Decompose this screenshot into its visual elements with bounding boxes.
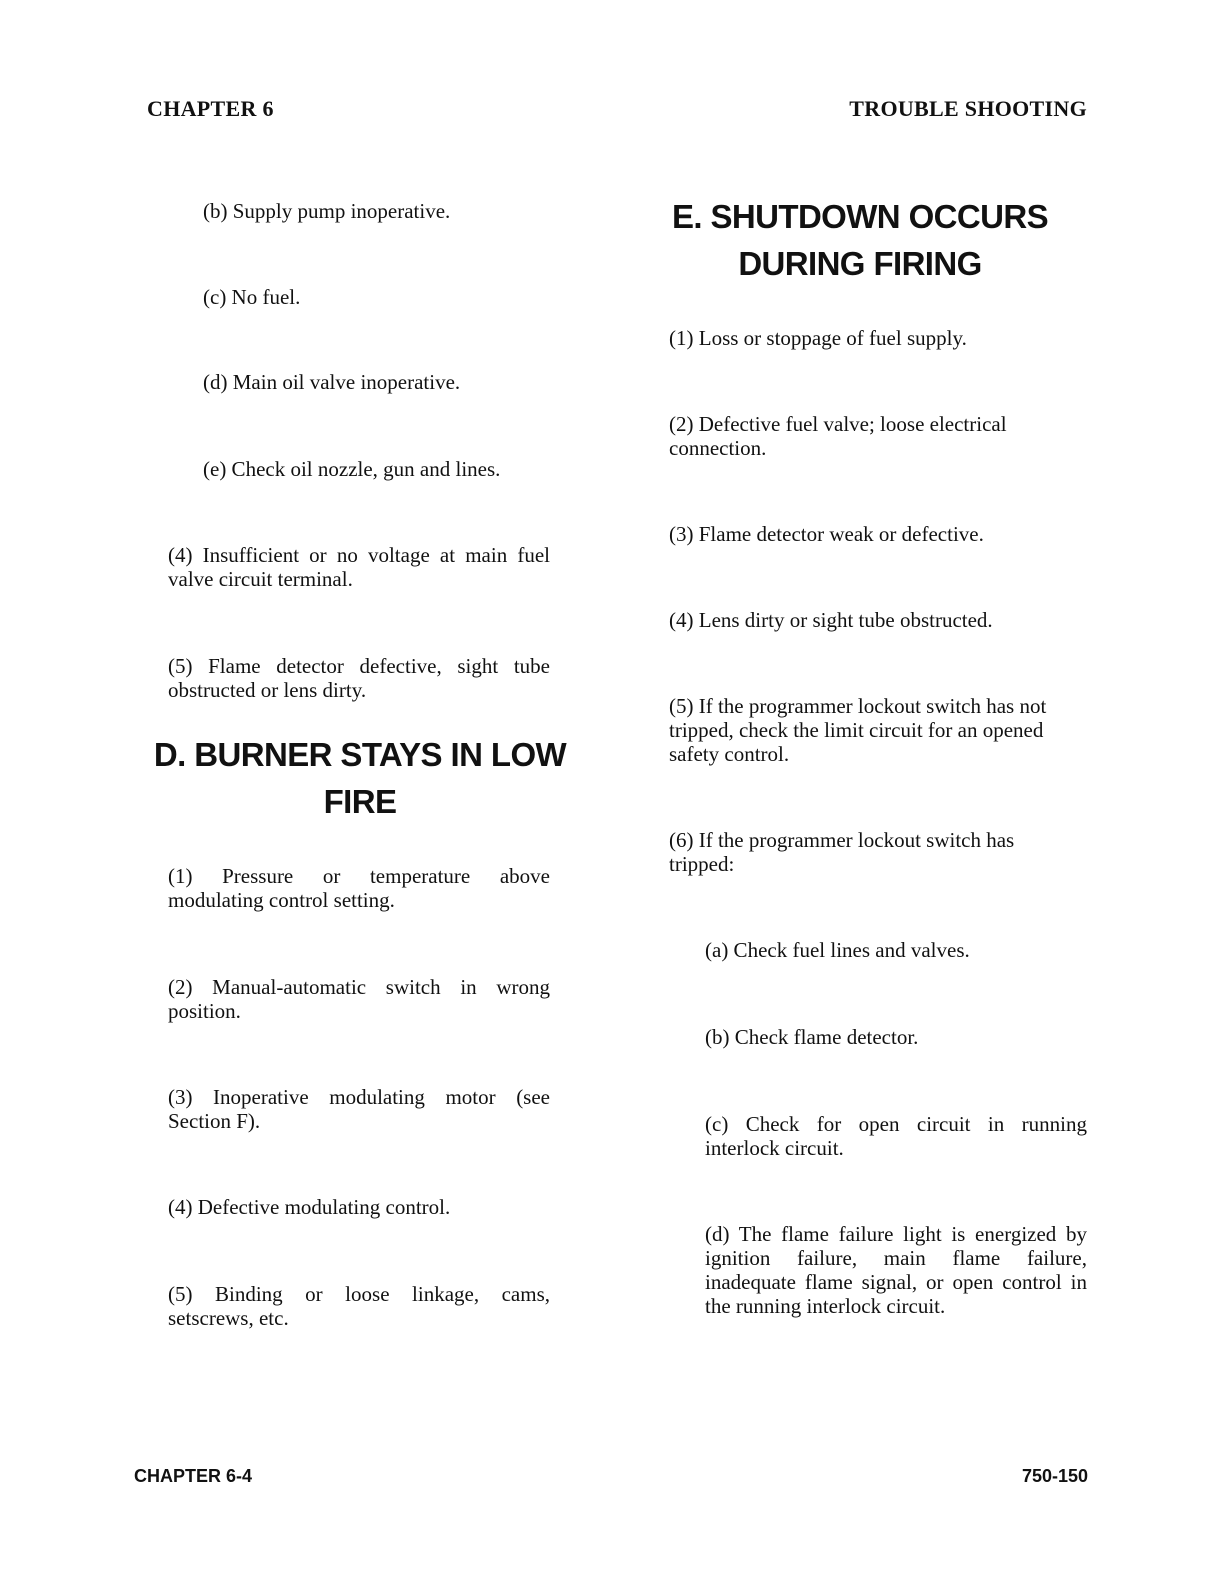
list-item: (c) Check for open circuit in running interlock circuit. [705, 1112, 1087, 1160]
list-item: (2) Manual-automatic switch in wrong position. [168, 975, 550, 1023]
list-item: (5) Flame detector defective, sight tube obstructed or lens dirty. [168, 654, 550, 702]
list-item: (d) Main oil valve inoperative. [203, 370, 461, 394]
list-item: (c) No fuel. [203, 285, 301, 309]
list-item: (3) Inoperative modulating motor (see Section F). [168, 1085, 550, 1133]
list-item: (4) Insufficient or no voltage at main fuel valve circuit terminal. [168, 543, 550, 591]
footer-doc-number: 750-150 [1021, 1466, 1088, 1486]
list-item: (e) Check oil nozzle, gun and lines. [203, 457, 501, 481]
list-item: (d) The flame failure light is energized by ignition failure, main flame failure, inadequate flame signal, or open control in the running interlock circuit. [705, 1222, 1087, 1318]
list-item: (b) Supply pump inoperative. [203, 199, 451, 223]
section-header: TROUBLE SHOOTING [849, 96, 1087, 121]
footer-chapter: CHAPTER 6-4 [134, 1466, 253, 1486]
list-item: (4) Defective modulating control. [168, 1195, 451, 1219]
list-item: (b) Check flame detector. [705, 1025, 919, 1049]
list-item: (5) Binding or loose linkage, cams, setscrews, etc. [168, 1282, 550, 1330]
chapter-header: CHAPTER 6 [147, 96, 274, 121]
list-item: (2) Defective fuel valve; loose electrical connection. [669, 412, 1007, 460]
list-item: (1) Loss or stoppage of fuel supply. [669, 326, 967, 350]
list-item: (4) Lens dirty or sight tube obstructed. [669, 608, 993, 632]
section-e-title: E. SHUTDOWN OCCURS DURING FIRING [671, 198, 1049, 282]
section-d-title: D. BURNER STAYS IN LOW FIRE [153, 736, 567, 820]
list-item: (3) Flame detector weak or defective. [669, 522, 984, 546]
list-item: (a) Check fuel lines and valves. [705, 938, 970, 962]
list-item: (1) Pressure or temperature above modulating control setting. [168, 864, 550, 912]
list-item: (5) If the programmer lockout switch has not tripped, check the limit circuit for an opened safety control. [669, 694, 1047, 766]
list-item: (6) If the programmer lockout switch has tripped: [669, 828, 1015, 876]
